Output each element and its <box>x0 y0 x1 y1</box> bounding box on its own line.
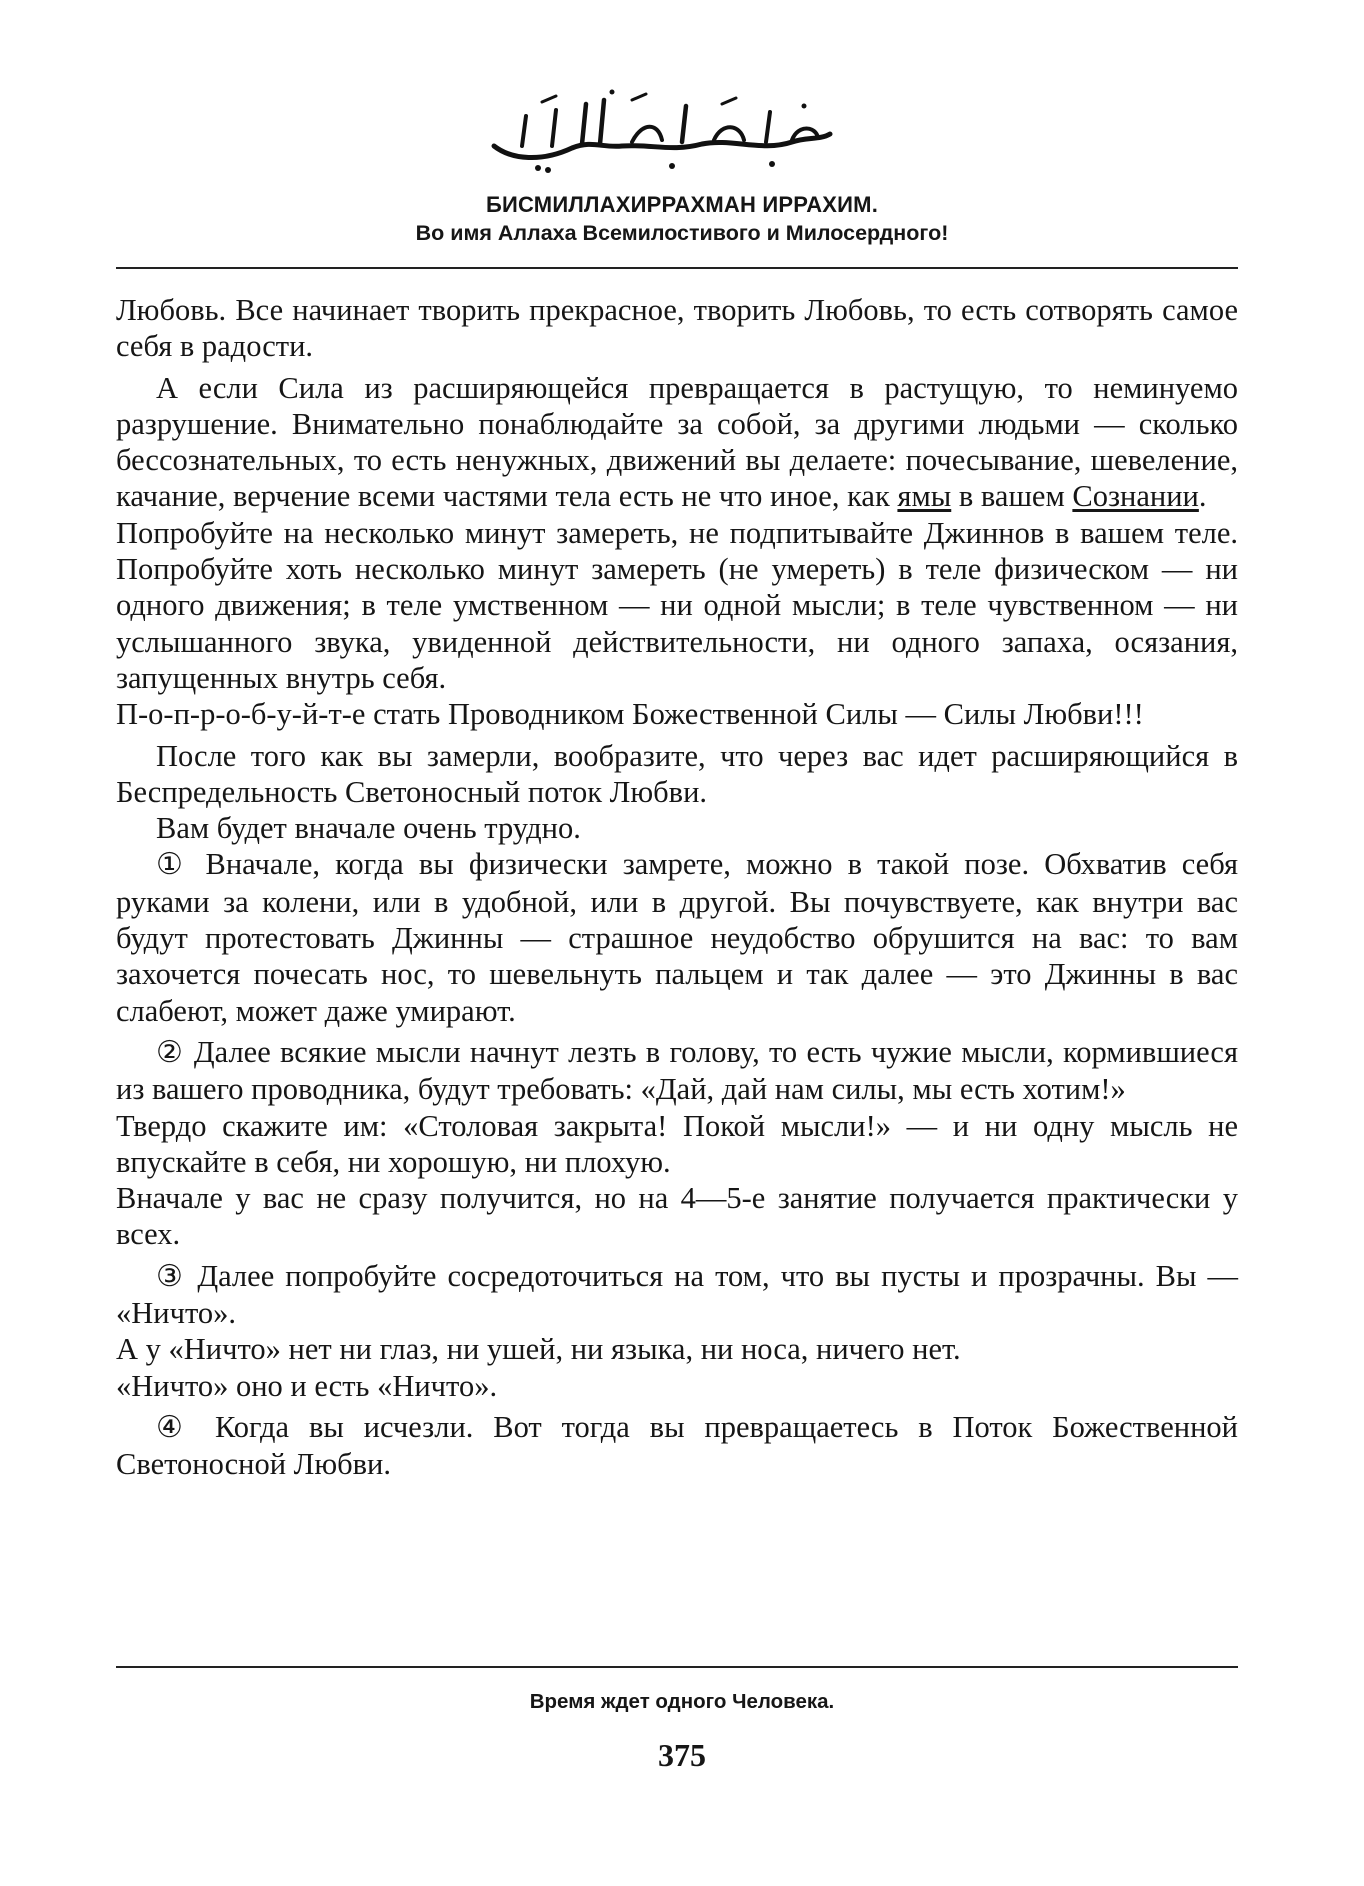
circled-number: ① <box>156 847 191 883</box>
paragraph <box>116 1034 1238 1108</box>
page-number: 375 <box>658 1737 706 1773</box>
paragraph <box>116 1258 1238 1332</box>
paragraph: Твердо скажите им: «Столовая закрыта! Покой мысли!» — и ни одну мысль не впускайте в себя, ни хорошую, ни плохую. <box>116 1108 1238 1179</box>
paragraph <box>116 1409 1238 1483</box>
bismillah-calligraphy-icon <box>482 82 842 178</box>
circled-number: ③ <box>156 1258 187 1294</box>
paragraph: А у «Ничто» нет ни глаз, ни ушей, ни языка, ни носа, ничего нет. <box>116 1332 961 1367</box>
body-text <box>116 292 1238 1483</box>
header-title: БИСМИЛЛАХИРРАХМАН ИРРАХИМ. <box>485 192 879 217</box>
paragraph: Вам будет вначале очень трудно. <box>156 811 581 846</box>
text-span: Далее всякие мысли начнут лезть в голову, то есть чужие мысли, кормившиеся из вашего проводника, будут требовать: «Дай, дай нам силы, мы есть хотим!» <box>116 1034 1238 1107</box>
paragraph: Попробуйте на несколько минут замереть, не подпитывайте Джиннов в вашем теле. Попробуйте хоть несколько минут замереть (не умереть) в теле физическом — ни одного движения; в теле умственном — ни одной мысли; в теле чувственном — ни услышанного звука, увиденной действительности, ни одного запаха, осязания, запущенных внутрь себя. <box>116 515 1238 695</box>
paragraph: После того как вы замерли, вообразите, что через вас идет расширяющийся в Беспредельность Светоносный поток Любви. <box>116 738 1238 809</box>
text-span: Когда вы исчезли. Вот тогда вы превращаетесь в Поток Божественной Светоносной Любви. <box>116 1409 1238 1482</box>
paragraph: Вначале у вас не сразу получится, но на 4—5-е занятие получается практически у всех. <box>116 1181 1238 1252</box>
text-span: в вашем <box>951 479 1073 514</box>
text-span: Далее попробуйте сосредоточиться на том, что вы пусты и прозрачны. Вы — «Ничто». <box>116 1258 1238 1331</box>
paragraph: «Ничто» оно и есть «Ничто». <box>116 1368 498 1403</box>
circled-number: ② <box>156 1034 185 1070</box>
paragraph <box>116 846 1238 1028</box>
underlined-word: Сознании <box>1072 479 1199 514</box>
circled-number: ④ <box>156 1409 196 1445</box>
footer-motto: Время ждет одного Человека. <box>529 1690 835 1713</box>
text-span: А если Сила из расширяющейся превращается в растущую, то неминуемо разрушение. Внимательно понаблюдайте за собой, за другими людьми — сколько бессознательных, то есть ненужных, движений вы делаете: почесывание, шевеление, качание, верчение всеми частями тела есть не что иное, как <box>116 370 1238 514</box>
underlined-word: ямы <box>897 479 952 514</box>
header-divider <box>116 267 1238 269</box>
footer-divider <box>116 1666 1238 1668</box>
paragraph: Любовь. Все начинает творить прекрасное, творить Любовь, то есть сотворять самое себя в радости. <box>116 293 1238 364</box>
header-subtitle: Во имя Аллаха Всемилостивого и Милосердного! <box>415 221 949 245</box>
paragraph: П-о-п-р-о-б-у-й-т-е стать Проводником Божественной Силы — Силы Любви!!! <box>116 697 1144 732</box>
text-span: Вначале, когда вы физически замрете, можно в такой позе. Обхватив себя руками за колени, или в удобной, или в другой. Вы почувствуете, как внутри вас будут протестовать Джинны — страшное неудобство обрушится на вас: то вам захочется почесать нос, то шевельнуть пальцем и так далее — это Джинны в вас слабеют, может даже умирают. <box>116 847 1238 1028</box>
paragraph <box>116 370 1238 515</box>
text-span: . <box>1198 479 1207 514</box>
